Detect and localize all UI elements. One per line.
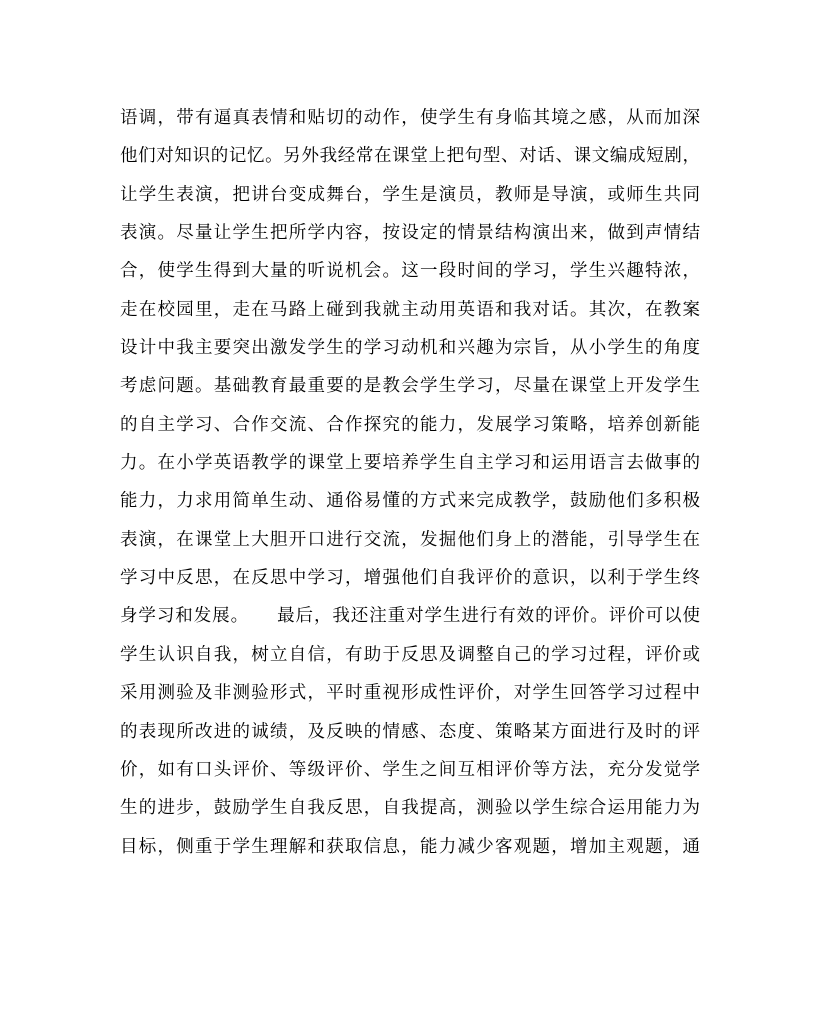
text-line: 让学生表演，把讲台变成舞台，学生是演员，教师是导演，或师生共同 [120,184,700,205]
text-line: 采用测验及非测验形式，平时重视形成性评价，对学生回答学习过程中 [120,683,700,704]
text-line: 能力，力求用简单生动、通俗易懂的方式来完成教学，鼓励他们多积极 [120,491,700,512]
text-line: 表演。尽量让学生把所学内容，按设定的情景结构演出来，做到声情结 [120,223,700,244]
text-line: 的自主学习、合作交流、合作探究的能力，发展学习策略，培养创新能 [120,414,700,435]
text-line: 生的进步，鼓励学生自我反思，自我提高，测验以学生综合运用能力为 [120,798,700,819]
text-line: 价，如有口头评价、等级评价、学生之间互相评价等方法，充分发觉学 [120,759,700,780]
body-text [120,99,700,866]
text-line: 语调，带有逼真表情和贴切的动作，使学生有身临其境之感，从而加深 [120,108,700,128]
text-line: 走在校园里，走在马路上碰到我就主动用英语和我对话。其次，在教案 [120,299,700,320]
text-line: 设计中我主要突出激发学生的学习动机和兴趣为宗旨，从小学生的角度 [120,338,700,359]
text-line: 表演，在课堂上大胆开口进行交流，发掘他们身上的潜能，引导学生在 [120,529,700,550]
text-line: 学习中反思，在反思中学习，增强他们自我评价的意识，以利于学生终 [120,568,700,589]
text-line: 合，使学生得到大量的听说机会。这一段时间的学习，学生兴趣特浓， [120,261,700,282]
text-line: 他们对知识的记忆。另外我经常在课堂上把句型、对话、课文编成短剧， [120,146,700,167]
text-line: 力。在小学英语教学的课堂上要培养学生自主学习和运用语言去做事的 [120,453,700,474]
text-line: 学生认识自我，树立自信，有助于反思及调整自己的学习过程，评价或 [120,644,700,665]
text-line: 目标，侧重于学生理解和获取信息，能力减少客观题，增加主观题，通 [120,836,700,857]
text-line: 考虑问题。基础教育最重要的是教会学生学习，尽量在课堂上开发学生 [120,376,700,397]
text-line: 的表现所改进的诚绩，及反映的情感、态度、策略某方面进行及时的评 [120,721,700,742]
text-line: 身学习和发展。 最后，我还注重对学生进行有效的评价。评价可以使 [120,606,700,627]
